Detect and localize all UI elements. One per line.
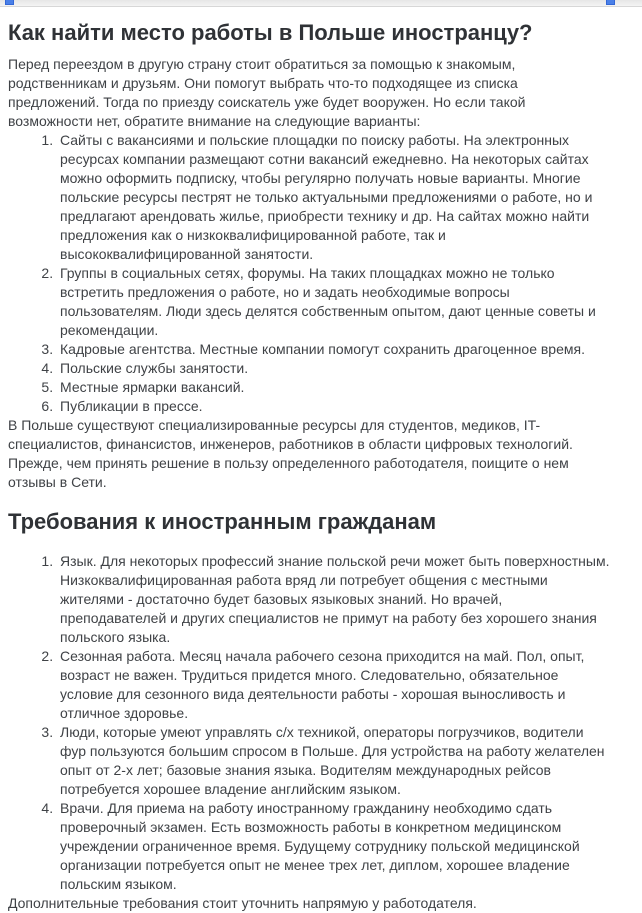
list-item: 2. Группы в социальных сетях, форумы. На таких площадках можно не только встретить предложения о работе, но и задать необходимые вопросы пользователям. Люди здесь делятся собственным опытом, дают ценные советы и рекомендации. [57, 264, 612, 340]
page-title: Как найти место работы в Польше иностранцу? [8, 20, 533, 45]
intro-paragraph: Перед переездом в другую страну стоит обратиться за помощью к знакомым, родственникам и друзьям. Они помогут выбрать что-то подходящее из списка предложений. Тогда по приезду соискатель уже будет вооружен. Но если такой возможности нет, обратите внимание на следующие варианты: [8, 56, 526, 129]
list-item: 4. Польские службы занятости. [57, 359, 612, 378]
job-search-options-list [8, 131, 612, 416]
article-content [0, 20, 642, 913]
list-item: 1. Язык. Для некоторых профессий знание польской речи может быть поверхностным. Низкоквалифицированная работа вряд ли потребует общения с местными жителями - достаточно будет базовых языковых знаний. Но врачей, преподавателей и других специалистов не примут на работу без хорошего знания польского языка. [57, 552, 612, 647]
footer-paragraph: Дополнительные требования стоит уточнить напрямую у работодателя. [8, 895, 477, 911]
selection-handle-right-icon[interactable] [606, 0, 615, 5]
selection-handle-left-icon[interactable] [5, 0, 14, 5]
list-item: 5. Местные ярмарки вакансий. [57, 378, 612, 397]
section-title-requirements: Требования к иностранным гражданам [8, 509, 437, 534]
list-item: 1. Сайты с вакансиями и польские площадки по поиску работы. На электронных ресурсах компании размещают сотни вакансий ежедневно. На некоторых сайтах можно оформить подписку, чтобы регулярно получать новые варианты. Многие польские ресурсы пестрят не только актуальными предложениями о работе, но и предлагают арендовать жилье, приобрести технику и др. На сайтах можно найти предложения как о низкоквалифицированной работе, так и высококвалифицированной занятости. [57, 131, 612, 264]
requirements-list [8, 552, 612, 894]
list-item: 3. Люди, которые умеют управлять с/х техникой, операторы погрузчиков, водители фур пользуются большим спросом в Польше. Для устройства на работу желателен опыт от 2-х лет; базовые знания языка. Водителям международных рейсов потребуется хорошее владение английским языком. [57, 723, 612, 799]
selection-divider [0, 0, 642, 7]
list-item: 3. Кадровые агентства. Местные компании помогут сохранить драгоценное время. [57, 340, 612, 359]
list-item: 2. Сезонная работа. Месяц начала рабочего сезона приходится на май. Пол, опыт, возраст не важен. Трудиться придется много. Следовательно, обязательное условие для сезонного вида деятельности работы - хорошая выносливость и отличное здоровье. [57, 647, 612, 723]
list-item: 6. Публикации в прессе. [57, 397, 612, 416]
list-item: 4. Врачи. Для приема на работу иностранному гражданину необходимо сдать проверочный экзамен. Есть возможность работы в конкретном медицинском учреждении ограниченное время. Будущему сотруднику польской медицинской организации потребуется опыт не менее трех лет, диплом, хорошее владение польским языком. [57, 799, 612, 894]
specialized-resources-paragraph: В Польше существуют специализированные ресурсы для студентов, медиков, IT-специалистов, финансистов, инженеров, работников в области цифровых технологий. Прежде, чем принять решение в пользу определенного работодателя, поищите о нем отзывы в Сети. [8, 417, 573, 490]
